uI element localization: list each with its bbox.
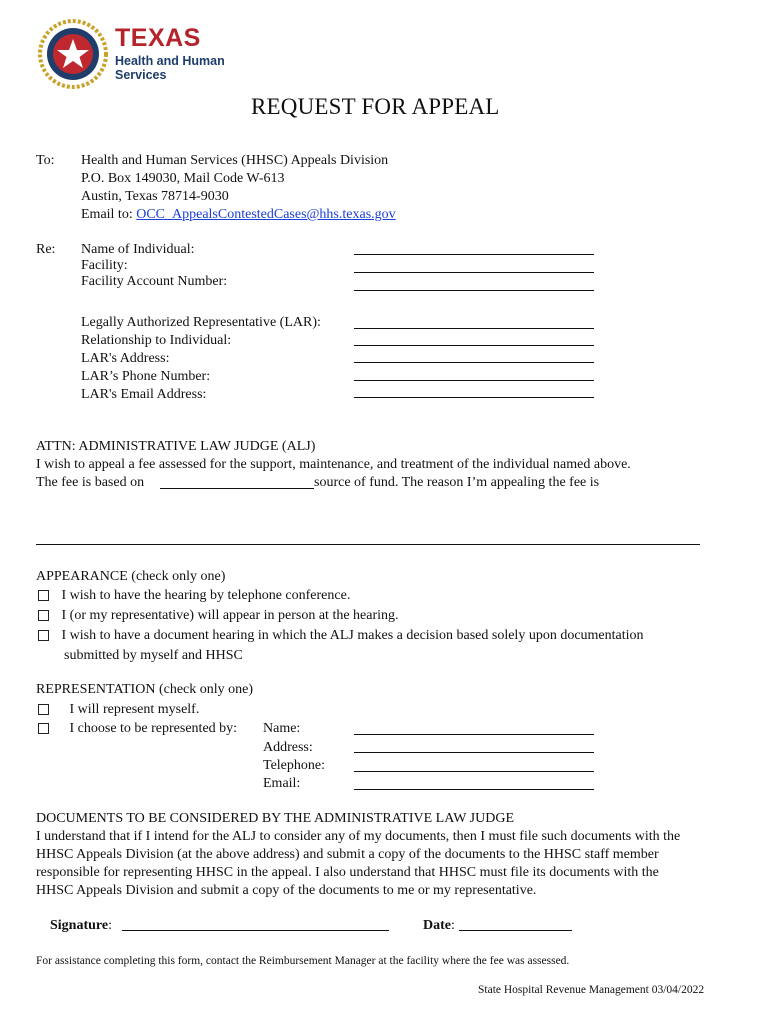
rep-name-field[interactable] — [354, 734, 594, 735]
signature-label: Signature — [50, 918, 109, 933]
date-label: Date — [423, 918, 451, 933]
lar-label: Legally Authorized Representative (LAR): — [81, 315, 321, 330]
texas-seal-icon — [37, 18, 109, 90]
logo-line-1: Health and Human — [115, 54, 225, 68]
attn-line-1: I wish to appeal a fee assessed for the support, maintenance, and treatment of the individual named above. — [36, 457, 631, 472]
option-in-person-label: I (or my representative) will appear in person at the hearing. — [61, 608, 399, 623]
checkbox-telephone[interactable] — [38, 590, 49, 601]
name-of-individual-label: Name of Individual: — [81, 242, 195, 257]
to-label: To: — [36, 153, 55, 168]
rep-email-label: Email: — [263, 776, 301, 791]
documents-line-4: HHSC Appeals Division and submit a copy of the documents to me or my representative. — [36, 883, 537, 898]
appearance-option-in-person[interactable] — [38, 607, 399, 624]
appeal-reason-field[interactable] — [36, 544, 700, 545]
lar-phone-label: LAR’s Phone Number: — [81, 369, 211, 384]
footer-text: State Hospital Revenue Management 03/04/2022 — [478, 984, 705, 996]
rep-self-label: I will represent myself. — [69, 702, 200, 717]
rep-name-label: Name: — [263, 721, 301, 736]
facility-account-label: Facility Account Number: — [81, 274, 228, 289]
email-prefix: Email to: — [81, 207, 137, 222]
lar-email-field[interactable] — [354, 397, 594, 398]
checkbox-self[interactable] — [38, 704, 49, 715]
assistance-note: For assistance completing this form, contact the Reimbursement Manager at the facility where the fee was assessed. — [36, 955, 570, 967]
attn-line-2a: The fee is based on — [36, 475, 145, 490]
rep-email-field[interactable] — [354, 789, 594, 790]
rep-telephone-label: Telephone: — [263, 758, 325, 773]
documents-line-2: HHSC Appeals Division (at the above address) and submit a copy of the documents to the HHSC staff member — [36, 847, 659, 862]
appearance-option-telephone[interactable] — [38, 587, 350, 604]
representation-heading: REPRESENTATION (check only one) — [36, 682, 254, 697]
email-line — [81, 206, 396, 223]
to-line-1: Health and Human Services (HHSC) Appeals Division — [81, 153, 389, 168]
appearance-option-document[interactable] — [38, 627, 644, 644]
page-title: REQUEST FOR APPEAL — [251, 94, 500, 119]
documents-line-1: I understand that if I intend for the ALJ to consider any of my documents, then I must file such documents with the — [36, 829, 681, 844]
signature-field[interactable] — [122, 930, 389, 931]
lar-address-label: LAR's Address: — [81, 351, 170, 366]
to-line-3: Austin, Texas 78714-9030 — [81, 189, 229, 204]
date-field[interactable] — [459, 930, 572, 931]
relationship-label: Relationship to Individual: — [81, 333, 232, 348]
rep-option-self[interactable] — [38, 701, 199, 718]
rep-address-field[interactable] — [354, 752, 594, 753]
name-of-individual-field[interactable] — [354, 254, 594, 255]
rep-telephone-field[interactable] — [354, 771, 594, 772]
attn-heading: ATTN: ADMINISTRATIVE LAW JUDGE (ALJ) — [36, 439, 316, 454]
texas-hhs-logo — [37, 18, 237, 90]
attn-line-2b: source of fund. The reason I’m appealing the fee is — [314, 475, 600, 490]
appeals-email-link[interactable]: OCC_AppealsContestedCases@hhs.texas.gov — [136, 207, 396, 222]
fund-source-field[interactable] — [160, 488, 314, 489]
signature-colon: : — [108, 918, 112, 933]
facility-label: Facility: — [81, 258, 128, 273]
rep-other-label: I choose to be represented by: — [69, 721, 238, 736]
facility-account-field[interactable] — [354, 290, 594, 291]
date-colon: : — [451, 918, 455, 933]
option-document-cont: submitted by myself and HHSC — [64, 648, 243, 663]
documents-heading: DOCUMENTS TO BE CONSIDERED BY THE ADMINISTRATIVE LAW JUDGE — [36, 811, 514, 826]
rep-option-other[interactable] — [38, 720, 237, 737]
appearance-heading: APPEARANCE (check only one) — [36, 569, 226, 584]
lar-field[interactable] — [354, 328, 594, 329]
signature-label-wrap — [50, 917, 112, 934]
checkbox-other[interactable] — [38, 723, 49, 734]
lar-address-field[interactable] — [354, 362, 594, 363]
checkbox-in-person[interactable] — [38, 610, 49, 621]
option-document-label: I wish to have a document hearing in which the ALJ makes a decision based solely upon documentation — [61, 628, 644, 643]
checkbox-document[interactable] — [38, 630, 49, 641]
re-label: Re: — [36, 242, 56, 257]
documents-line-3: responsible for representing HHSC in the appeal. I also understand that HHSC must file its documents with the — [36, 865, 659, 880]
date-label-wrap — [423, 917, 455, 934]
facility-field[interactable] — [354, 272, 594, 273]
lar-email-label: LAR's Email Address: — [81, 387, 207, 402]
logo-texas-text: TEXAS — [115, 24, 201, 52]
lar-phone-field[interactable] — [354, 380, 594, 381]
option-telephone-label: I wish to have the hearing by telephone conference. — [61, 588, 351, 603]
rep-address-label: Address: — [263, 740, 313, 755]
relationship-field[interactable] — [354, 345, 594, 346]
to-line-2: P.O. Box 149030, Mail Code W-613 — [81, 171, 285, 186]
logo-line-2: Services — [115, 68, 167, 82]
